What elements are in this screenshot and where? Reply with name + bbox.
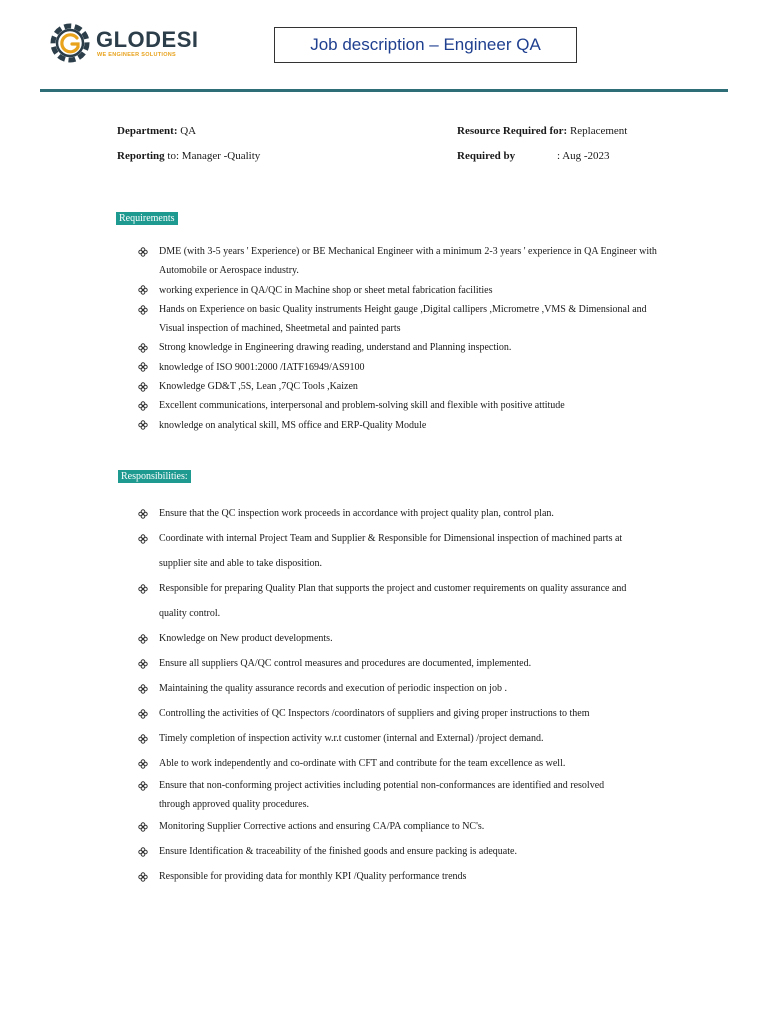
- required-by-field: [457, 150, 515, 162]
- list-item-text: Responsible for preparing Quality Plan that supports the project and customer requirements on quality assurance and quality control.: [159, 583, 627, 619]
- list-item: [138, 338, 658, 357]
- list-item: [138, 839, 628, 864]
- list-item: [138, 814, 628, 839]
- bullet-icon: [138, 734, 149, 745]
- list-item-text: Knowledge GD&T ,5S, Lean ,7QC Tools ,Kaizen: [159, 381, 358, 393]
- list-item: [138, 651, 628, 676]
- bullet-icon: [138, 847, 149, 858]
- document-title-box: [274, 27, 577, 63]
- list-item: [138, 701, 628, 726]
- bullet-icon: [138, 420, 149, 431]
- list-item-text: Maintaining the quality assurance records and execution of periodic inspection on job .: [159, 683, 507, 694]
- list-item-text: Responsible for providing data for monthly KPI /Quality performance trends: [159, 871, 467, 882]
- resource-value: Replacement: [567, 125, 628, 137]
- bullet-icon: [138, 684, 149, 695]
- list-item-text: Coordinate with internal Project Team and Supplier & Responsible for Dimensional inspection of machined parts at supplier site and able to take disposition.: [159, 533, 623, 569]
- requirements-heading: Requirements: [116, 212, 178, 225]
- list-item-text: Strong knowledge in Engineering drawing reading, understand and Planning inspection.: [159, 342, 512, 354]
- list-item-text: Able to work independently and co-ordinate with CFT and contribute for the team excellence as well.: [159, 758, 566, 769]
- bullet-icon: [138, 362, 149, 373]
- resource-field: [457, 125, 627, 137]
- resource-label: Resource Required for:: [457, 125, 568, 137]
- list-item: [138, 676, 628, 701]
- bullet-icon: [138, 872, 149, 883]
- document-title: Job description – Engineer QA: [310, 35, 541, 54]
- list-item: [138, 776, 628, 814]
- bullet-icon: [138, 509, 149, 520]
- responsibilities-list: [138, 501, 628, 889]
- list-item-text: Timely completion of inspection activity w.r.t customer (internal and External) /project demand.: [159, 733, 544, 744]
- gear-logo-icon: [50, 20, 92, 66]
- department-field: [117, 125, 196, 137]
- bullet-icon: [138, 247, 149, 258]
- list-item: [138, 864, 628, 889]
- logo-wordmark: GLODESI: [96, 27, 199, 52]
- bullet-icon: [138, 382, 149, 393]
- bullet-icon: [138, 822, 149, 833]
- list-item: [138, 626, 628, 651]
- bullet-icon: [138, 634, 149, 645]
- list-item-text: Hands on Experience on basic Quality instruments Height gauge ,Digital callipers ,Micrometre ,VMS & Dimensional and Visual inspection of machined, Sheetmetal and painted parts: [159, 303, 647, 335]
- list-item-text: Ensure all suppliers QA/QC control measures and procedures are documented, implemented.: [159, 658, 532, 669]
- list-item-text: Ensure that the QC inspection work proceeds in accordance with project quality plan, control plan.: [159, 508, 554, 519]
- list-item: [138, 396, 658, 415]
- department-label: Department:: [117, 125, 178, 137]
- bullet-icon: [138, 534, 149, 545]
- list-item: [138, 526, 628, 576]
- list-item: [138, 281, 658, 300]
- logo-tagline: WE ENGINEER SOLUTIONS: [97, 52, 177, 58]
- list-item-text: Ensure Identification & traceability of the finished goods and ensure packing is adequate.: [159, 846, 517, 857]
- header-divider: [40, 89, 728, 92]
- required-by-label: Required by: [457, 150, 516, 162]
- required-by-value: : Aug -2023: [557, 150, 610, 162]
- bullet-icon: [138, 584, 149, 595]
- list-item: [138, 726, 628, 751]
- requirements-list: [138, 242, 658, 435]
- required-by-value-wrap: [557, 150, 610, 162]
- list-item-text: Excellent communications, interpersonal and problem-solving skill and flexible with positive attitude: [159, 400, 565, 412]
- list-item-text: Controlling the activities of QC Inspectors /coordinators of suppliers and giving proper instructions to them: [159, 708, 590, 719]
- list-item-text: working experience in QA/QC in Machine shop or sheet metal fabrication facilities: [159, 284, 493, 296]
- list-item-text: knowledge on analytical skill, MS office and ERP-Quality Module: [159, 419, 427, 431]
- bullet-icon: [138, 285, 149, 296]
- list-item: [138, 751, 628, 776]
- reporting-label: Reporting: [117, 150, 165, 162]
- list-item-text: knowledge of ISO 9001:2000 /IATF16949/AS9100: [159, 361, 365, 373]
- list-item-text: Knowledge on New product developments.: [159, 633, 333, 644]
- list-item: [138, 501, 628, 526]
- list-item: [138, 377, 658, 396]
- bullet-icon: [138, 343, 149, 354]
- bullet-icon: [138, 401, 149, 412]
- bullet-icon: [138, 759, 149, 770]
- list-item: [138, 576, 628, 626]
- reporting-value: to: Manager -Quality: [164, 150, 261, 162]
- company-logo: [50, 20, 210, 66]
- bullet-icon: [138, 305, 149, 316]
- responsibilities-heading: Responsibilities:: [118, 470, 191, 483]
- list-item: [138, 242, 658, 281]
- list-item-text: DME (with 3-5 years ' Experience) or BE Mechanical Engineer with a minimum 2-3 years ' experience in QA Engineer with Automobile or Aerospace industry.: [159, 246, 657, 277]
- list-item: [138, 358, 658, 377]
- list-item-text: Monitoring Supplier Corrective actions and ensuring CA/PA compliance to NC's.: [159, 821, 485, 832]
- list-item-text: Ensure that non-conforming project activities including potential non-conformances are identified and resolved through approved quality procedures.: [159, 780, 605, 810]
- bullet-icon: [138, 781, 149, 792]
- bullet-icon: [138, 709, 149, 720]
- reporting-field: [117, 150, 260, 162]
- department-value: QA: [177, 125, 197, 137]
- bullet-icon: [138, 659, 149, 670]
- list-item: [138, 416, 658, 435]
- list-item: [138, 300, 658, 339]
